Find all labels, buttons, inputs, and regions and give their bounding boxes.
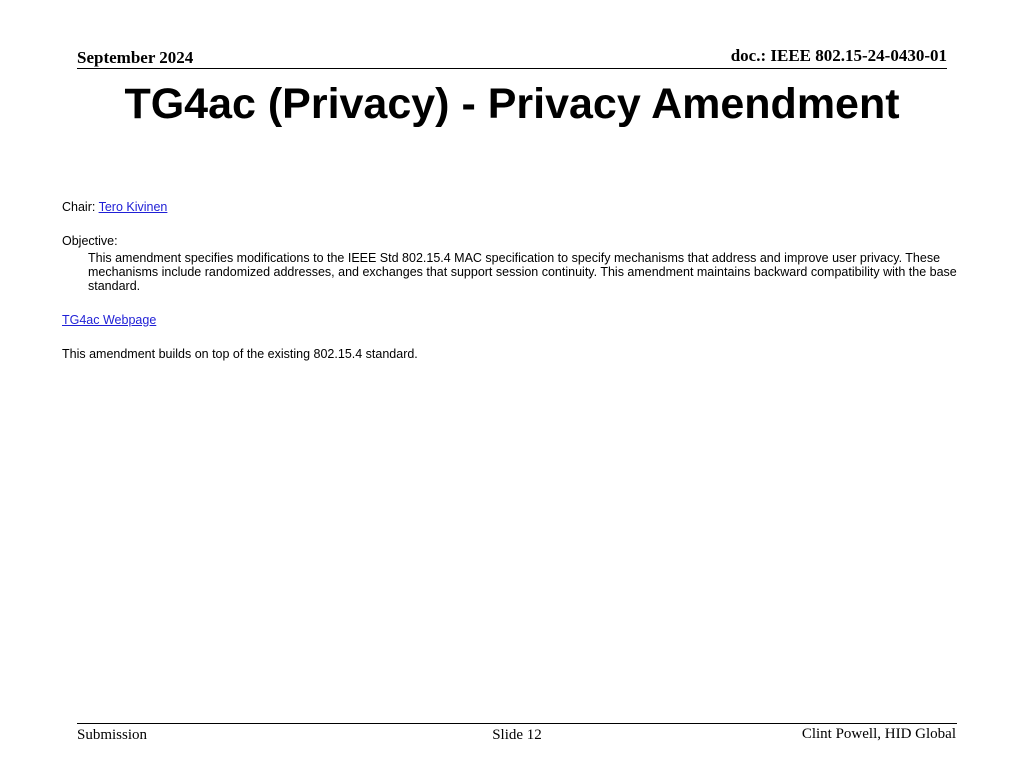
objective-label: Objective:	[62, 234, 118, 248]
footer-divider	[77, 723, 957, 724]
builds-text: This amendment builds on top of the existing 802.15.4 standard.	[62, 347, 418, 361]
webpage-line	[62, 313, 962, 327]
footer-author: Clint Powell, HID Global	[801, 726, 956, 742]
chair-name-link[interactable]: Tero Kivinen	[98, 200, 168, 214]
footer-submission: Submission	[77, 727, 148, 743]
footer-slide-number: Slide 12	[492, 727, 542, 743]
header-divider	[77, 68, 947, 69]
slide-title: TG4ac (Privacy) - Privacy Amendment	[124, 80, 900, 128]
tg4ac-webpage-link[interactable]: TG4ac Webpage	[62, 313, 157, 327]
chair-label: Chair:	[62, 200, 96, 214]
header-doc-id: doc.: IEEE 802.15-24-0430-01	[730, 46, 947, 65]
chair-line	[62, 200, 962, 214]
objective-text: This amendment specifies modifications to the IEEE Std 802.15.4 MAC specification to specify mechanisms that address and improve user privacy. These mechanisms include randomized addresses, and exchanges that support session continuity. This amendment maintains backward compatibility with the base standard.	[88, 251, 957, 293]
header-date: September 2024	[77, 48, 194, 67]
